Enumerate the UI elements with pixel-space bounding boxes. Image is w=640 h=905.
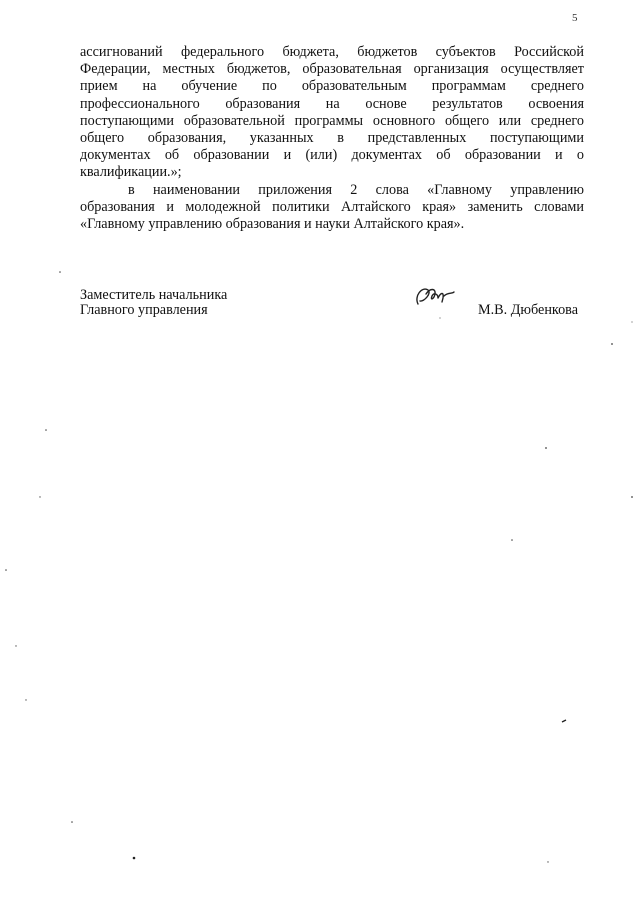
- handwritten-signature: [408, 282, 458, 312]
- body-line: в наименовании приложения 2 слова «Главному управлению: [128, 181, 584, 198]
- body-line: прием на обучение по образовательным программам среднего: [80, 78, 584, 95]
- body-line: образования и молодежной политики Алтайского края» заменить словами: [80, 198, 584, 215]
- body-text: [80, 44, 584, 233]
- body-line: ассигнований федерального бюджета, бюджетов субъектов Российской: [80, 44, 584, 60]
- signatory-name: М.В. Дюбенкова: [478, 302, 578, 318]
- signatory-title-line: Главного управления: [80, 302, 208, 318]
- body-line: квалификации.»;: [80, 164, 182, 181]
- signatory-title: [80, 288, 227, 318]
- body-line: общего образования, указанных в представленных поступающими: [80, 130, 584, 147]
- body-line: поступающими образовательной программы основного общего или среднего: [80, 112, 584, 129]
- signatory-title-line: Заместитель начальника: [80, 287, 228, 303]
- page-number: 5: [572, 12, 578, 24]
- body-line: «Главному управлению образования и науки Алтайского края».: [80, 216, 465, 233]
- body-line: Федерации, местных бюджетов, образовательная организация осуществляет: [80, 61, 584, 78]
- body-line: документах об образовании и (или) документах об образовании и о: [80, 147, 584, 164]
- body-line: профессионального образования на основе результатов освоения: [80, 95, 584, 112]
